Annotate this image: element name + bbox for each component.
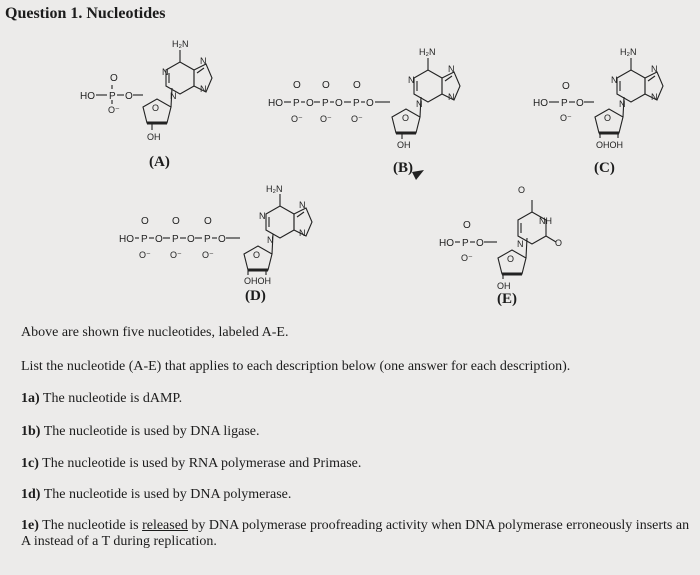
item-1c: 1c) The nucleotide is used by RNA polymerase and Primase.	[21, 456, 362, 471]
svg-text:N: N	[651, 92, 658, 102]
svg-text:O: O	[476, 238, 484, 249]
svg-text:O⁻: O⁻	[139, 250, 151, 260]
svg-text:O: O	[293, 80, 301, 91]
cursor-arrow-icon	[412, 170, 424, 180]
svg-text:O: O	[125, 91, 133, 102]
svg-text:HO: HO	[439, 238, 454, 249]
svg-text:P: P	[293, 98, 300, 109]
svg-text:O: O	[141, 216, 149, 227]
svg-text:N: N	[299, 200, 306, 210]
svg-text:NH: NH	[539, 216, 552, 226]
svg-text:O⁻: O⁻	[320, 114, 332, 124]
structure-e	[439, 185, 562, 291]
svg-text:O: O	[306, 98, 314, 109]
svg-text:N: N	[448, 64, 455, 74]
svg-text:N: N	[416, 99, 423, 109]
svg-text:N: N	[162, 67, 169, 77]
svg-text:O: O	[187, 234, 195, 245]
svg-text:O: O	[402, 113, 410, 123]
svg-text:OHOH: OHOH	[244, 276, 271, 286]
svg-text:P: P	[204, 234, 211, 245]
item-1b: 1b) The nucleotide is used by DNA ligase.	[21, 424, 260, 439]
svg-text:O: O	[518, 185, 526, 195]
svg-text:O: O	[604, 113, 612, 123]
svg-text:O: O	[218, 234, 226, 245]
svg-text:O: O	[253, 250, 261, 260]
structure-c	[533, 47, 663, 150]
svg-text:P: P	[109, 91, 116, 102]
svg-text:O: O	[152, 103, 160, 113]
svg-text:N: N	[448, 92, 455, 102]
svg-text:P: P	[322, 98, 329, 109]
label-c: (C)	[594, 160, 615, 176]
label-b: (B)	[393, 160, 413, 176]
svg-text:O: O	[507, 254, 515, 264]
label-a: (A)	[149, 154, 170, 170]
structure-a	[80, 39, 212, 142]
svg-text:N: N	[267, 235, 274, 245]
svg-text:O: O	[353, 80, 361, 91]
svg-text:O⁻: O⁻	[351, 114, 363, 124]
svg-text:P: P	[353, 98, 360, 109]
svg-text:O⁻: O⁻	[560, 113, 572, 123]
svg-text:HO: HO	[533, 98, 548, 109]
svg-text:N: N	[200, 56, 207, 66]
svg-text:O: O	[110, 73, 118, 84]
svg-text:H₂N: H₂N	[266, 184, 283, 194]
svg-text:O⁻: O⁻	[202, 250, 214, 260]
svg-text:N: N	[619, 99, 626, 109]
svg-text:O: O	[562, 81, 570, 92]
svg-text:OHOH: OHOH	[596, 140, 623, 150]
svg-text:OH: OH	[397, 140, 411, 150]
svg-text:O: O	[463, 220, 471, 231]
svg-text:O: O	[335, 98, 343, 109]
svg-text:H₂N: H₂N	[620, 47, 637, 57]
question-title: Question 1. Nucleotides	[5, 5, 166, 22]
svg-text:O: O	[322, 80, 330, 91]
structure-d	[119, 184, 312, 286]
svg-text:O⁻: O⁻	[108, 105, 120, 115]
svg-text:N: N	[200, 84, 207, 94]
item-1a: 1a) The nucleotide is dAMP.	[21, 391, 183, 406]
svg-text:P: P	[462, 238, 469, 249]
svg-text:H₂N: H₂N	[419, 47, 436, 57]
svg-text:P: P	[172, 234, 179, 245]
item-1e: 1e) The nucleotide is released by DNA polymerase proofreading activity when DNA polymerase erroneously inserts an A instead of a T during replication.	[21, 518, 690, 549]
svg-text:OH: OH	[497, 281, 511, 291]
svg-text:N: N	[408, 75, 415, 85]
svg-text:N: N	[259, 211, 266, 221]
svg-text:N: N	[299, 228, 306, 238]
svg-text:OH: OH	[147, 132, 161, 142]
item-1d: 1d) The nucleotide is used by DNA polymerase.	[21, 487, 292, 502]
label-d: (D)	[245, 288, 266, 304]
svg-text:O⁻: O⁻	[170, 250, 182, 260]
svg-text:HO: HO	[119, 234, 134, 245]
intro-text: Above are shown five nucleotides, labeled A-E.	[21, 325, 289, 340]
svg-text:N: N	[517, 239, 524, 249]
svg-text:P: P	[561, 98, 568, 109]
svg-text:O: O	[155, 234, 163, 245]
svg-text:O: O	[204, 216, 212, 227]
svg-text:O⁻: O⁻	[461, 253, 473, 263]
svg-text:O: O	[172, 216, 180, 227]
instruction-text: List the nucleotide (A-E) that applies to each description below (one answer for each description).	[21, 359, 571, 374]
svg-text:H₂N: H₂N	[172, 39, 189, 49]
svg-text:O: O	[555, 238, 563, 248]
ho-label: HO	[80, 91, 95, 102]
svg-text:O: O	[576, 98, 584, 109]
svg-text:N: N	[651, 64, 658, 74]
svg-text:N: N	[170, 91, 177, 101]
svg-text:N: N	[611, 75, 618, 85]
structure-b	[268, 47, 460, 180]
svg-text:HO: HO	[268, 98, 283, 109]
svg-text:O: O	[366, 98, 374, 109]
svg-text:P: P	[141, 234, 148, 245]
svg-text:O⁻: O⁻	[291, 114, 303, 124]
label-e: (E)	[497, 291, 517, 307]
